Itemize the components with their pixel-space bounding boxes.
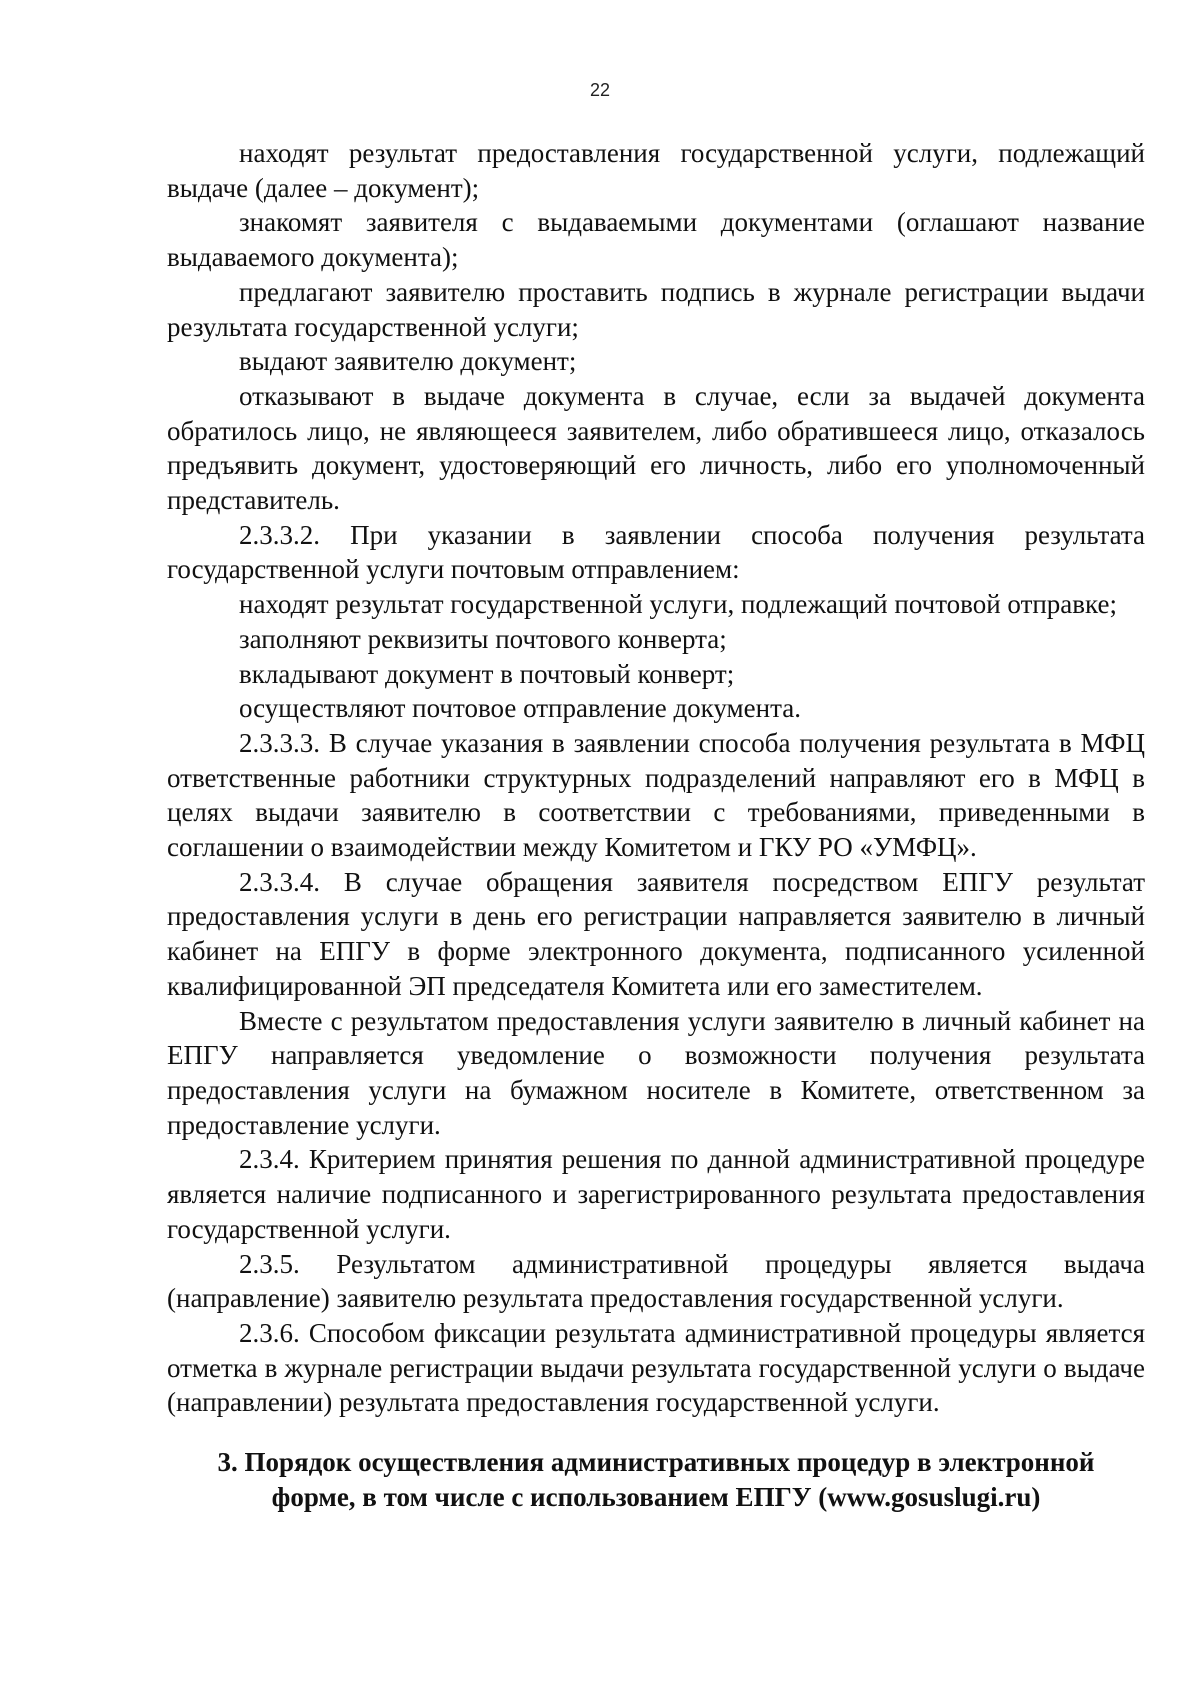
paragraph: отказывают в выдаче документа в случае, если за выдачей документа обратилось лицо, не являющееся заявителем, либо обратившееся лицо, отказалось предъявить документ, удостоверяющий его личность, либо его уполномоченный представитель. [167,380,1145,516]
paragraph: осуществляют почтовое отправление документа. [239,693,801,724]
document-body [167,136,1145,1420]
paragraph: заполняют реквизиты почтового конверта; [239,623,727,654]
paragraph: Вместе с результатом предоставления услуги заявителю в личный кабинет на ЕПГУ направляется уведомление о возможности получения результата предоставления услуги на бумажном носителе в Комитете, ответственном за предоставление услуги. [167,1005,1145,1140]
page-number: 22 [589,80,611,100]
paragraph: предлагают заявителю проставить подпись в журнале регистрации выдачи результата государственной услуги; [167,276,1145,342]
section-heading-line: 3. Порядок осуществления административных процедур в электронной [217,1447,1095,1477]
paragraph: находят результат предоставления государственной услуги, подлежащий выдаче (далее – документ); [167,138,1145,203]
paragraph: выдают заявителю документ; [239,346,577,377]
paragraph: 2.3.3.4. В случае обращения заявителя посредством ЕПГУ результат предоставления услуги в день его регистрации направляется заявителю в личный кабинет на ЕПГУ в форме электронного документа, подписанного усиленной квалифицированной ЭП председателя Комитета или его заместителем. [167,866,1145,1001]
paragraph: 2.3.6. Способом фиксации результата административной процедуры является отметка в журнале регистрации выдачи результата государственной услуги о выдаче (направлении) результата предоставления государственной услуги. [167,1317,1145,1418]
paragraph: 2.3.5. Результатом административной процедуры является выдача (направление) заявителю результата предоставления государственной услуги. [167,1248,1145,1314]
paragraph: 2.3.3.2. При указании в заявлении способа получения результата государственной услуги почтовым отправлением: [167,519,1145,585]
section-heading [167,1445,1145,1515]
paragraph: 2.3.4. Критерием принятия решения по данной административной процедуре является наличие подписанного и зарегистрированного результата предоставления государственной услуги. [167,1144,1145,1244]
paragraph: 2.3.3.3. В случае указания в заявлении способа получения результата в МФЦ ответственные работники структурных подразделений направляют его в МФЦ в целях выдачи заявителю в соответствии с требованиями, приведенными в соглашении о взаимодействии между Комитетом и ГКУ РО «УМФЦ». [167,727,1145,863]
paragraph: знакомят заявителя с выдаваемыми документами (оглашают название выдаваемого документа); [167,207,1145,273]
paragraph: вкладывают документ в почтовый конверт; [239,658,735,689]
section-heading-line: форме, в том числе с использованием ЕПГУ (www.gosuslugi.ru) [271,1482,1041,1512]
paragraph: находят результат государственной услуги, подлежащий почтовой отправке; [239,589,1117,620]
